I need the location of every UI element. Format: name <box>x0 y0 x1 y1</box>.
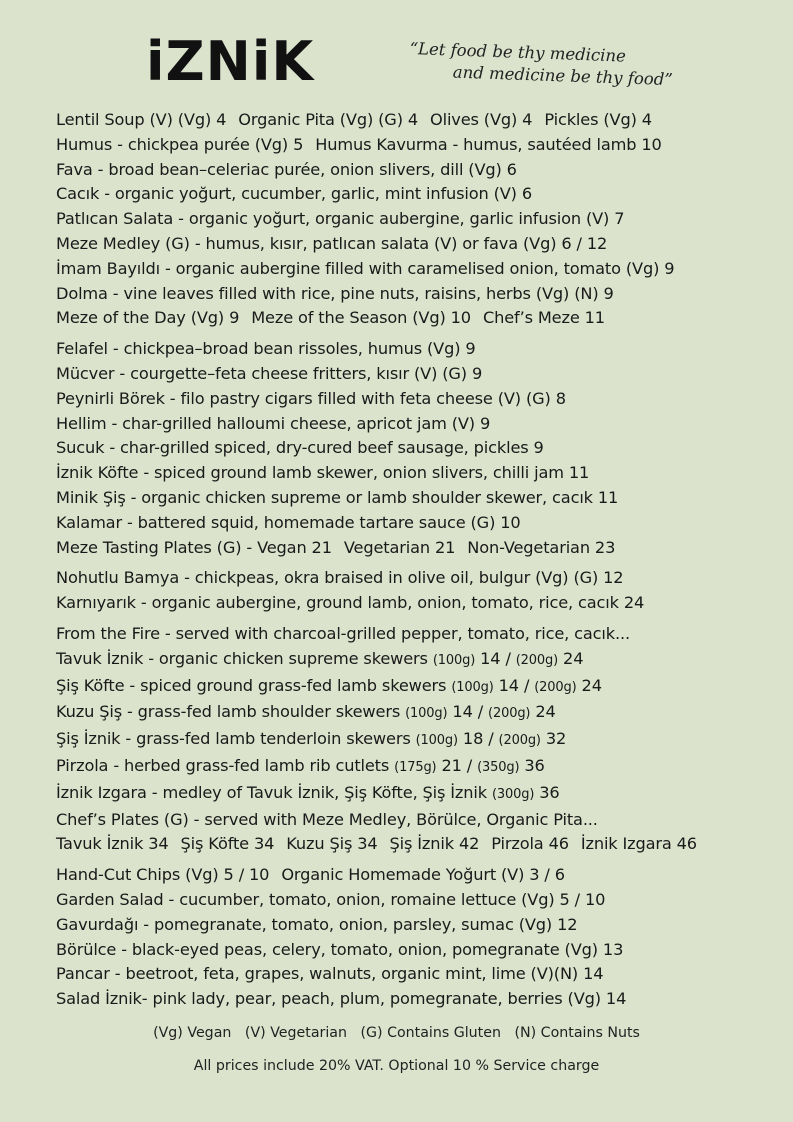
menu-item <box>56 387 781 412</box>
menu-text: Meze of the Season (Vg) 10 <box>251 308 471 328</box>
menu-item <box>56 938 781 963</box>
menu-text: Humus Kavurma - humus, sautéed lamb 10 <box>315 134 662 154</box>
dietary-legend: (Vg) Vegan (V) Vegetarian (G) Contains Gluten (N) Contains Nuts <box>153 1025 640 1041</box>
menu-text: Garden Salad - cucumber, tomato, onion, romaine lettuce (Vg) 5 / 10 <box>56 889 606 909</box>
portion-size: (100g) <box>451 679 494 695</box>
menu-text: 24 <box>530 702 556 722</box>
menu-text: Humus - chickpea purée (Vg) 5 <box>56 134 304 154</box>
menu-text: Minik Şiş - organic chicken supreme or lamb shoulder skewer, cacık 11 <box>56 487 619 507</box>
menu-text: Şiş İznik 42 <box>389 834 480 854</box>
portion-size: (175g) <box>394 759 437 775</box>
portion-size: (100g) <box>432 652 476 668</box>
menu-text: Meze of the Day (Vg) 9 <box>56 308 240 328</box>
menu-text: 24 <box>558 648 584 668</box>
menu-item <box>56 913 781 938</box>
menu-item <box>56 207 781 232</box>
menu-item <box>56 754 781 781</box>
logo: iZNiK <box>146 30 315 93</box>
menu-text: İznik Köfte - spiced ground lamb skewer, onion slivers, chilli jam 11 <box>56 463 590 483</box>
menu-text: Olives (Vg) 4 <box>430 110 533 129</box>
menu-text: Karnıyarık - organic aubergine, ground lamb, onion, tomato, rice, cacık 24 <box>56 593 645 613</box>
menu-text: Lentil Soup (V) (Vg) 4 <box>56 110 227 129</box>
menu-text: Kuzu Şiş 34 <box>286 834 378 854</box>
menu-text: Organic Homemade Yoğurt (V) 3 / 6 <box>281 865 565 885</box>
menu-item <box>56 133 781 158</box>
menu-text: İmam Bayıldı - organic aubergine filled with caramelised onion, tomato (Vg) 9 <box>56 258 675 278</box>
menu-item <box>56 700 781 727</box>
menu-text: Şiş Köfte - spiced ground grass-fed lamb skewers <box>56 675 452 695</box>
menu-text: Meze Tasting Plates (G) - Vegan 21 <box>56 537 332 557</box>
menu-item <box>56 781 781 808</box>
menu-item <box>56 511 781 536</box>
menu-text: İznik Izgara 46 <box>580 834 697 854</box>
menu-item <box>56 808 781 833</box>
vat-note: All prices include 20% VAT. Optional 10 % Service charge <box>193 1058 600 1074</box>
menu-text: Şiş İznik - grass-fed lamb tenderloin skewers <box>56 729 416 749</box>
menu-text: Chef’s Plates (G) - served with Meze Medley, Börülce, Organic Pita... <box>56 809 598 829</box>
menu-text: 14 / <box>447 702 489 722</box>
menu-section <box>56 108 781 331</box>
menu-item <box>56 832 781 857</box>
menu-text: 36 <box>534 782 560 802</box>
menu-text: 32 <box>540 729 567 749</box>
menu-text: Pancar - beetroot, feta, grapes, walnuts, organic mint, lime (V)(N) 14 <box>56 964 604 984</box>
menu-item <box>56 566 781 591</box>
menu-text: 18 / <box>457 729 499 749</box>
menu-section <box>56 863 781 1012</box>
menu-text: Felafel - chickpea–broad bean rissoles, humus (Vg) 9 <box>56 339 476 359</box>
menu-item <box>56 727 781 754</box>
menu-item <box>56 647 781 674</box>
menu-item <box>56 232 781 257</box>
menu-text: Kalamar - battered squid, homemade tartare sauce (G) 10 <box>56 512 521 532</box>
menu-text: 24 <box>576 675 602 695</box>
portion-size: (300g) <box>491 786 535 802</box>
menu-item <box>56 863 781 888</box>
menu-section <box>56 337 781 560</box>
menu-item <box>56 182 781 207</box>
menu-item <box>56 987 781 1012</box>
portion-size: (350g) <box>477 759 520 775</box>
menu-item <box>56 412 781 437</box>
tagline-line-2: and medicine be thy food” <box>452 62 674 90</box>
menu-text: Peynirli Börek - filo pastry cigars filled with feta cheese (V) (G) 8 <box>56 388 566 408</box>
menu-text: Hellim - char-grilled halloumi cheese, apricot jam (V) 9 <box>56 413 491 433</box>
menu-item <box>56 436 781 461</box>
menu-text: Hand-Cut Chips (Vg) 5 / 10 <box>56 865 270 885</box>
menu-text: Organic Pita (Vg) (G) 4 <box>238 110 418 129</box>
menu-item <box>56 282 781 307</box>
menu-text: Kuzu Şiş - grass-fed lamb shoulder skewers <box>56 702 406 722</box>
menu-item <box>56 108 781 133</box>
menu-text: Tavuk İznik - organic chicken supreme skewers <box>56 648 433 668</box>
portion-size: (200g) <box>488 706 531 722</box>
menu-text: 14 / <box>493 675 535 695</box>
menu-section <box>56 566 781 616</box>
menu-text: Sucuk - char-grilled spiced, dry-cured beef sausage, pickles 9 <box>56 438 544 458</box>
portion-size: (200g) <box>498 733 541 749</box>
menu-text: Vegetarian 21 <box>343 537 456 557</box>
menu-text: Salad İznik- pink lady, pear, peach, plum, pomegranate, berries (Vg) 14 <box>56 989 627 1009</box>
portion-size: (200g) <box>515 652 559 668</box>
menu-text: Gavurdağı - pomegranate, tomato, onion, parsley, sumac (Vg) 12 <box>56 914 578 934</box>
tagline-line-1: “Let food be thy medicine <box>409 38 627 66</box>
menu-text: Nohutlu Bamya - chickpeas, okra braised in olive oil, bulgur (Vg) (G) 12 <box>56 568 624 588</box>
portion-size: (200g) <box>534 679 577 695</box>
menu-item <box>56 486 781 511</box>
menu-text: Patlıcan Salata - organic yoğurt, organic aubergine, garlic infusion (V) 7 <box>56 209 625 229</box>
portion-size: (100g) <box>405 706 448 722</box>
tagline <box>408 38 673 91</box>
menu-item <box>56 337 781 362</box>
menu-item <box>56 362 781 387</box>
menu-item <box>56 674 781 701</box>
menu-item <box>56 257 781 282</box>
menu-text: Mücver - courgette–feta cheese fritters, kısır (V) (G) 9 <box>56 363 483 383</box>
menu-item <box>56 536 781 561</box>
menu-text: Pickles (Vg) 4 <box>544 110 652 129</box>
menu-text: Cacık - organic yoğurt, cucumber, garlic, mint infusion (V) 6 <box>56 184 532 204</box>
menu-item <box>56 461 781 486</box>
menu-item <box>56 888 781 913</box>
menu-text: Non-Vegetarian 23 <box>467 537 616 557</box>
menu-list <box>56 108 781 1018</box>
portion-size: (100g) <box>415 733 458 749</box>
menu-text: Börülce - black-eyed peas, celery, tomato, onion, pomegranate (Vg) 13 <box>56 939 624 959</box>
menu-text: Fava - broad bean–celeriac purée, onion slivers, dill (Vg) 6 <box>56 159 517 179</box>
menu-item <box>56 591 781 616</box>
menu-item <box>56 622 781 647</box>
menu-text: Pirzola 46 <box>491 834 569 854</box>
menu-section <box>56 622 781 857</box>
menu-text: 36 <box>519 755 545 775</box>
menu-text: Dolma - vine leaves filled with rice, pine nuts, raisins, herbs (Vg) (N) 9 <box>56 283 614 303</box>
menu-text: Şiş Köfte 34 <box>180 834 275 854</box>
menu-text: From the Fire - served with charcoal-grilled pepper, tomato, rice, cacık... <box>56 623 630 643</box>
menu-text: Pirzola - herbed grass-fed lamb rib cutlets <box>56 755 395 775</box>
menu-item <box>56 158 781 183</box>
menu-text: 14 / <box>475 648 516 668</box>
menu-text: Meze Medley (G) - humus, kısır, patlıcan salata (V) or fava (Vg) 6 / 12 <box>56 233 608 253</box>
menu-item <box>56 962 781 987</box>
menu-text: İznik Izgara - medley of Tavuk İznik, Şiş Köfte, Şiş İznik <box>56 782 492 802</box>
menu-text: 21 / <box>436 755 478 775</box>
menu-item <box>56 306 781 331</box>
menu-text: Chef’s Meze 11 <box>482 308 605 328</box>
menu-text: Tavuk İznik 34 <box>56 834 169 854</box>
